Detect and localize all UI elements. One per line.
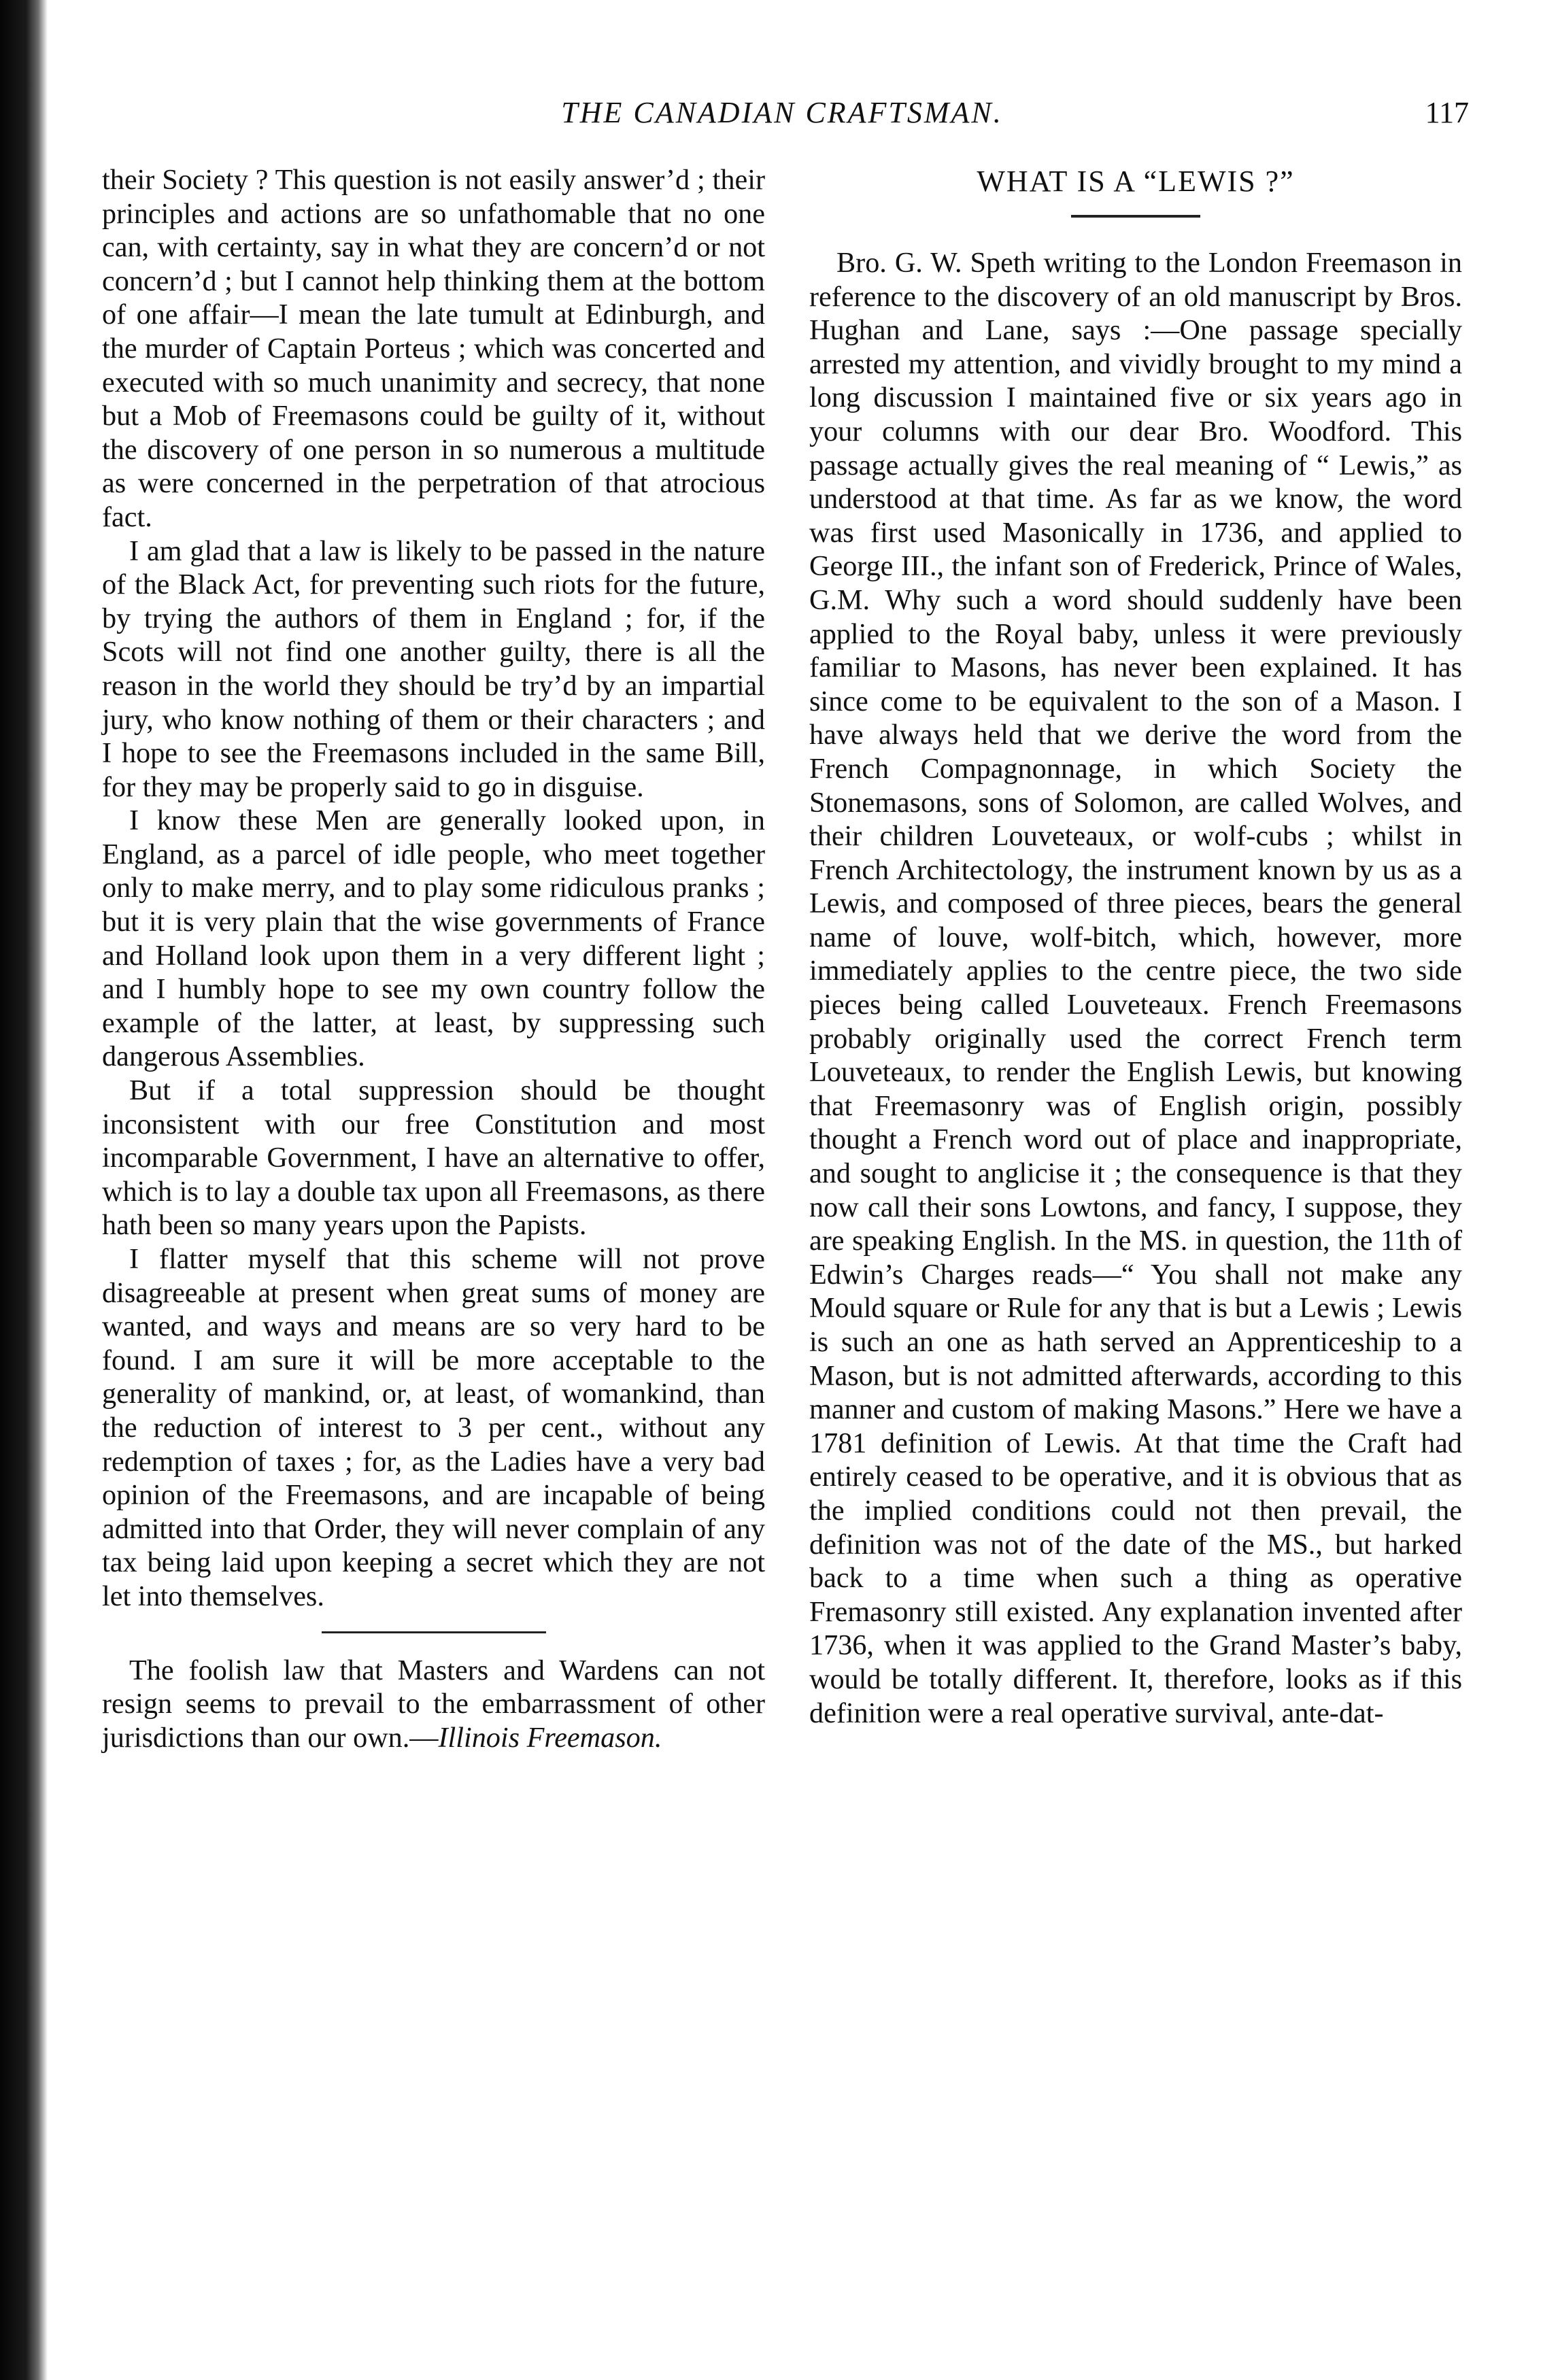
right-column — [809, 163, 1462, 1730]
body-paragraph: But if a total suppression should be thought inconsistent with our free Constitution and most incomparable Government, I have an alternative to offer, which is to lay a double tax upon all Freemasons, as there hath been so many years upon the Papists. — [102, 1074, 765, 1242]
closing-note-text: The foolish law that Masters and Wardens can not resign seems to prevail to the embarrassment of other jurisdictions than our own.— — [102, 1654, 765, 1754]
body-paragraph: I flatter myself that this scheme will not prove disagreeable at present when great sums of money are wanted, and ways and means are so very hard to be found. I am sure it will be more acceptable to the generality of mankind, or, at least, of womankind, than the reduction of interest to 3 per cent., without any redemption of taxes ; for, as the Ladies have a very bad opinion of the Freemasons, and are incapable of being admitted into that Order, they will never complain of any tax being laid upon keeping a secret which they are not let into themselves. — [102, 1243, 765, 1612]
closing-note — [102, 1654, 765, 1755]
body-paragraph: their Society ? This question is not easily answer’d ; their principles and actions are so unfathomable that no one can, with certainty, say in what they are concern’d or not concern’d ; but I cannot help thinking them at the bottom of one affair—I mean the late tumult at Edinburgh, and the murder of Captain Porteus ; which was concerted and executed with so much unanimity and secrecy, that none but a Mob of Freemasons could be guilty of it, without the discovery of one person in so numerous a multitude as were concerned in the perpetration of that atrocious fact. — [102, 164, 765, 533]
article-heading: WHAT IS A “LEWIS ?” — [977, 165, 1295, 198]
body-paragraph: I am glad that a law is likely to be passed in the nature of the Black Act, for preventing such riots for the future, by trying the authors of them in England ; for, if the Scots will not find one another guilty, there is all the reason in the world they should be try’d by an impartial jury, who know nothing of them or their characters ; and I hope to see the Freemasons included in the same Bill, for they may be properly said to go in disguise. — [102, 534, 765, 803]
section-divider — [322, 1631, 546, 1633]
page-number: 117 — [1425, 96, 1469, 129]
closing-note-source: Illinois Freemason. — [438, 1721, 662, 1754]
heading-divider — [1071, 215, 1200, 218]
body-paragraph: Bro. G. W. Speth writing to the London Freemason in reference to the discovery of an old manuscript by Bros. Hughan and Lane, says :—One passage specially arrested my attention, and vividly brought to my mind a long discussion I maintained five or six years ago in your columns with our dear Bro. Woodford. This passage actually gives the real meaning of “ Lewis,” as understood at that time. As far as we know, the word was first used Masonically in 1736, and applied to George III., the infant son of Frederick, Prince of Wales, G.M. Why such a word should suddenly have been applied to the Royal baby, unless it were previously familiar to Masons, has never been explained. It has since come to be equivalent to the son of a Mason. I have always held that we derive the word from the French Compagnonnage, in which Society the Stonemasons, sons of Solomon, are called Wolves, and their children Louveteaux, or wolf-cubs ; whilst in French Architectology, the instrument known by us as a Lewis, and composed of three pieces, bears the general name of louve, wolf-bitch, which, however, more immediately applies to the centre piece, the two side pieces being called Louveteaux. French Freemasons probably originally used the correct French term Louveteaux, to render the English Lewis, but knowing that Freemasonry was of English origin, possibly thought a French word out of place and inappropriate, and sought to anglicise it ; the consequence is that they now call their sons Lowtons, and fancy, I suppose, they are speaking English. In the MS. in question, the 11th of Edwin’s Charges reads—“ You shall not make any Mould square or Rule for any that is but a Lewis ; Lewis is such an one as hath served an Apprenticeship to a Mason, but is not admitted afterwards, according to this manner and custom of making Masons.” Here we have a 1781 definition of Lewis. At that time the Craft had entirely ceased to be operative, and it is obvious that as the implied conditions could not then prevail, the definition was not of the date of the MS., but harked back to a time when such a thing as operative Fremasonry still existed. Any explanation invented after 1736, when it was applied to the Grand Master’s baby, would be totally different. It, therefore, looks as if this definition were a real operative survival, ante-dat- — [809, 247, 1462, 1729]
page-header — [95, 88, 1469, 143]
running-title: THE CANADIAN CRAFTSMAN. — [561, 96, 1003, 129]
body-paragraph: I know these Men are generally looked upon, in England, as a parcel of idle people, who meet together only to make merry, and to play some ridiculous pranks ; but it is very plain that the wise governments of France and Holland look upon them in a very different light ; and I humbly hope to see my own country follow the example of the latter, at least, by suppressing such dangerous Assemblies. — [102, 804, 765, 1073]
binding-spine — [0, 0, 48, 2380]
left-column — [102, 163, 765, 1754]
